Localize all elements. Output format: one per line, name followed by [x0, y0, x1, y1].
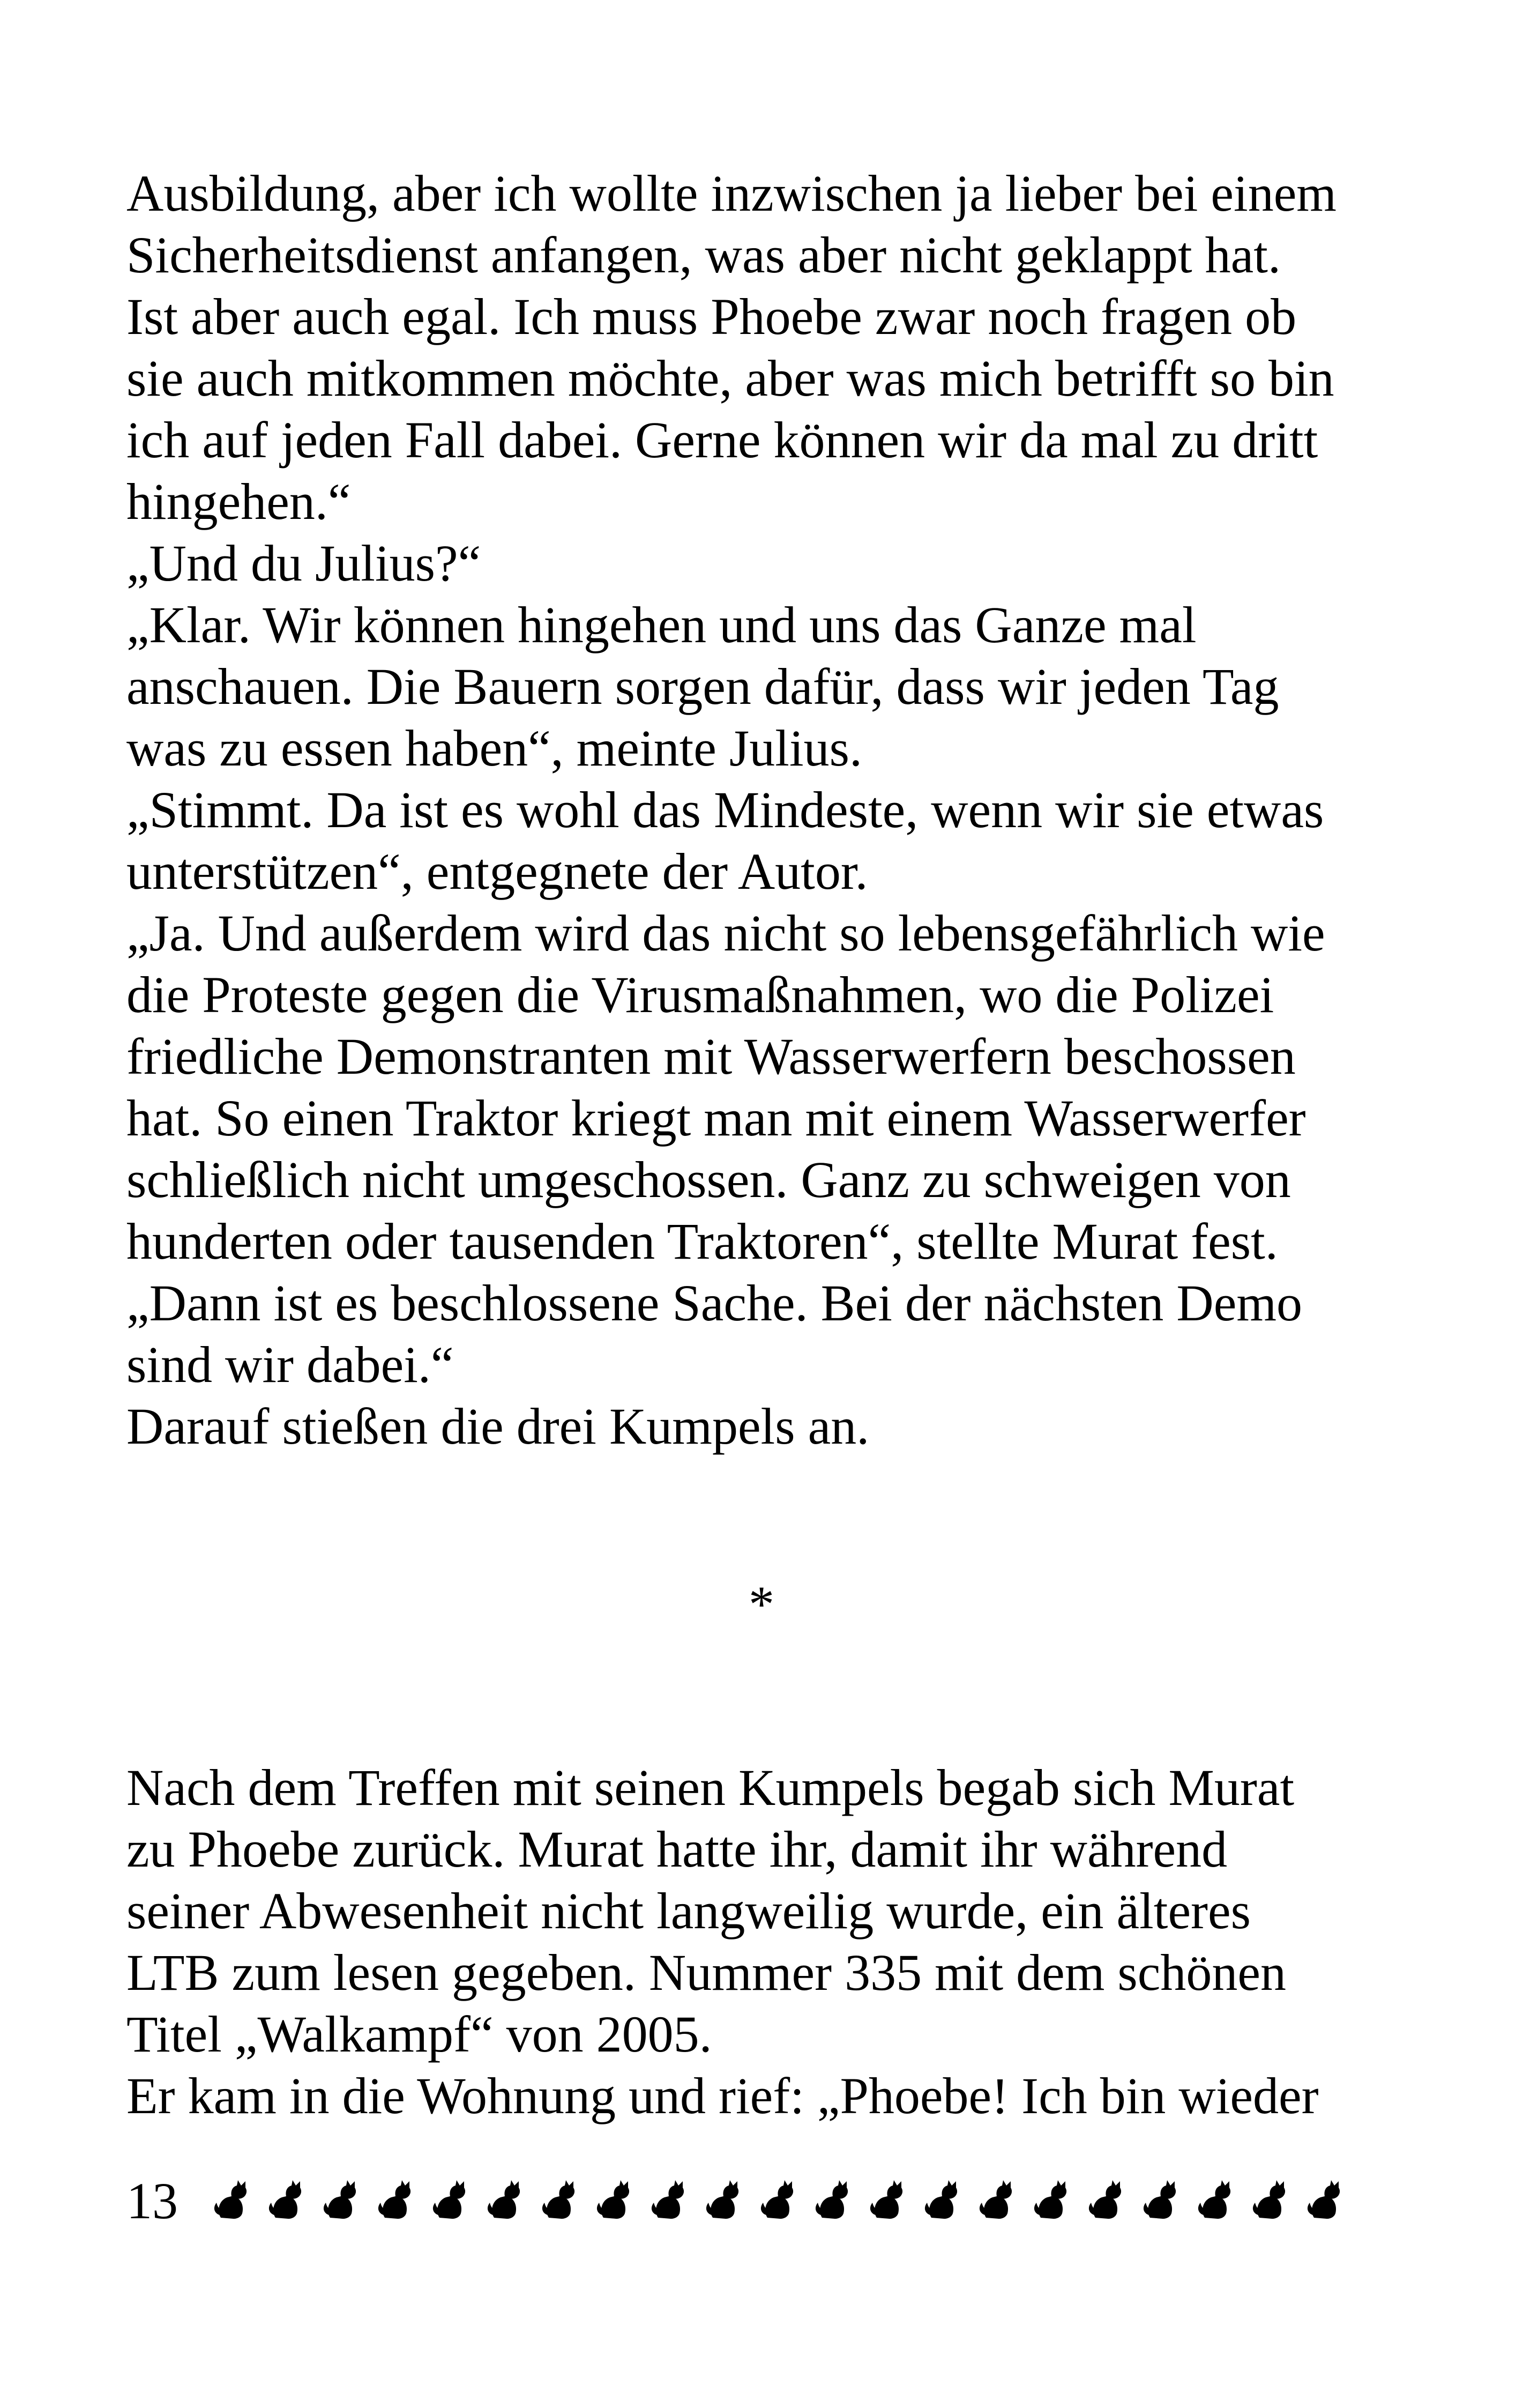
text-block-2 [126, 1757, 1413, 2127]
cat-silhouette-icon [1085, 2179, 1128, 2222]
cat-silhouette-icon [319, 2179, 362, 2222]
cat-silhouette-icon [921, 2179, 964, 2222]
cat-silhouette-icon [1030, 2179, 1073, 2222]
text-line: „Stimmt. Da ist es wohl das Mindeste, wenn wir sie etwas [126, 781, 1324, 838]
cat-silhouette-icon [1249, 2179, 1291, 2222]
text-block-1 [126, 162, 1413, 1457]
text-line: die Proteste gegen die Virusmaßnahmen, wo die Polizei [126, 966, 1274, 1023]
text-line: unterstützen“, entgegnete der Autor. [126, 843, 868, 900]
text-line: seiner Abwesenheit nicht langweilig wurde, ein älteres [126, 1882, 1251, 1939]
text-line: „Und du Julius?“ [126, 534, 481, 592]
cat-silhouette-icon [538, 2179, 581, 2222]
cat-silhouette-icon [811, 2179, 854, 2222]
cat-silhouette-icon [210, 2179, 253, 2222]
cat-silhouette-icon [866, 2179, 909, 2222]
text-line: Er kam in die Wohnung und rief: „Phoebe! Ich bin wieder [126, 2067, 1319, 2124]
page-footer [126, 2166, 1466, 2235]
text-line: Titel „Walkampf“ von 2005. [126, 2005, 712, 2063]
text-line: hunderten oder tausenden Traktoren“, stellte Murat fest. [126, 1213, 1278, 1270]
text-line: Nach dem Treffen mit seinen Kumpels begab sich Murat [126, 1759, 1295, 1816]
text-line: Ist aber auch egal. Ich muss Phoebe zwar noch fragen ob [126, 288, 1297, 345]
text-line: ich auf jeden Fall dabei. Gerne können wir da mal zu dritt [126, 411, 1318, 469]
text-line: LTB zum lesen gegeben. Nummer 335 mit dem schönen [126, 1944, 1286, 2001]
cat-silhouette-icon [1139, 2179, 1182, 2222]
text-line: Sicherheitsdienst anfangen, was aber nicht geklappt hat. [126, 226, 1281, 284]
cat-silhouette-icon [593, 2179, 636, 2222]
cat-silhouette-icon [265, 2179, 308, 2222]
cat-silhouette-icon [1303, 2179, 1346, 2222]
text-line: hat. So einen Traktor kriegt man mit einem Wasserwerfer [126, 1089, 1306, 1147]
ornament-row [210, 2179, 1346, 2222]
text-line: Ausbildung, aber ich wollte inzwischen ja lieber bei einem [126, 165, 1337, 222]
text-line: sind wir dabei.“ [126, 1336, 454, 1393]
cat-silhouette-icon [429, 2179, 472, 2222]
text-line: friedliche Demonstranten mit Wasserwerfern beschossen [126, 1028, 1296, 1085]
text-line: schließlich nicht umgeschossen. Ganz zu schweigen von [126, 1151, 1291, 1208]
text-line: „Klar. Wir können hingehen und uns das Ganze mal [126, 596, 1197, 653]
text-line: hingehen.“ [126, 473, 351, 530]
cat-silhouette-icon [483, 2179, 526, 2222]
section-separator: * [749, 1575, 774, 1633]
cat-silhouette-icon [647, 2179, 690, 2222]
text-line: sie auch mitkommen möchte, aber was mich betrifft so bin [126, 350, 1334, 407]
cat-silhouette-icon [757, 2179, 800, 2222]
cat-silhouette-icon [374, 2179, 417, 2222]
cat-silhouette-icon [975, 2179, 1018, 2222]
page-number: 13 [126, 2172, 178, 2229]
text-line: zu Phoebe zurück. Murat hatte ihr, damit ihr während [126, 1820, 1228, 1878]
cat-silhouette-icon [702, 2179, 745, 2222]
text-line: Darauf stießen die drei Kumpels an. [126, 1398, 870, 1455]
text-line: „Dann ist es beschlossene Sache. Bei der nächsten Demo [126, 1274, 1302, 1332]
text-line: anschauen. Die Bauern sorgen dafür, dass wir jeden Tag [126, 658, 1279, 715]
text-line: was zu essen haben“, meinte Julius. [126, 719, 862, 777]
text-line: „Ja. Und außerdem wird das nicht so lebensgefährlich wie [126, 904, 1325, 962]
cat-silhouette-icon [1194, 2179, 1237, 2222]
